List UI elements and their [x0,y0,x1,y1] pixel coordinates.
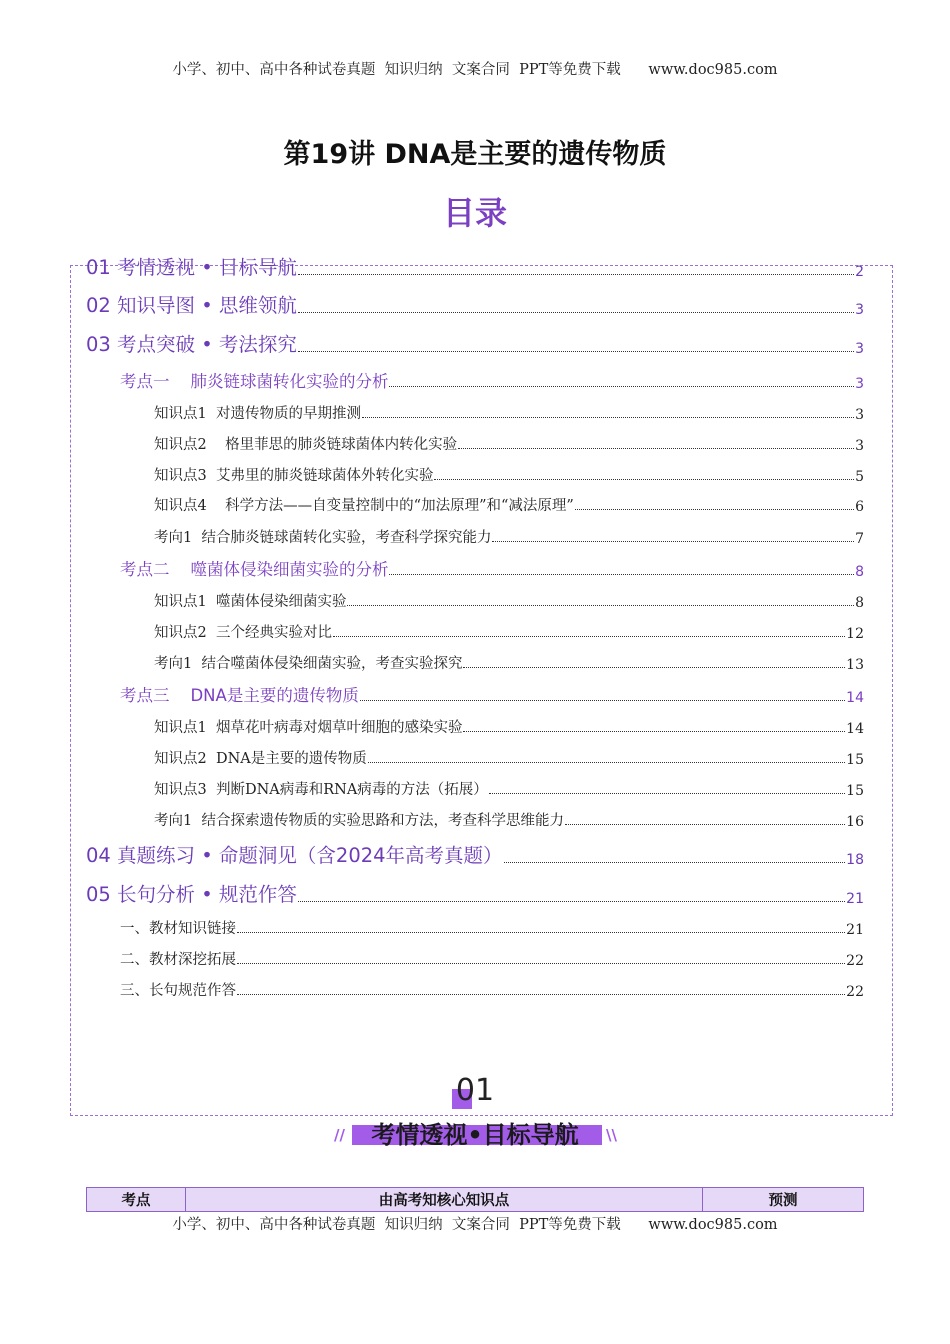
toc-entry-02[interactable]: 02 知识导图 • 思维领航 3 [86,294,864,318]
toc-entry-04[interactable]: 04 真题练习 • 命题洞见（含2024年高考真题） 18 [86,844,864,868]
section-number: 01 [455,1073,495,1108]
toc-entry-zhishidian[interactable]: 知识点3 艾弗里的肺炎链球菌体外转化实验 5 [154,468,864,485]
table-header-kaodian: 考点 [87,1188,186,1211]
toc-entry-sub[interactable]: 三、长句规范作答 22 [120,983,864,1000]
toc-entry-zhishidian[interactable]: 知识点2 三个经典实验对比 12 [154,625,864,642]
section-title: 考情透视•目标导航 [371,1121,579,1149]
table-header-knowledge: 由高考知核心知识点 [186,1188,703,1211]
toc-entry-zhishidian[interactable]: 知识点2 格里菲思的肺炎链球菌体内转化实验 3 [154,437,864,454]
toc-entry-kaoxiang[interactable]: 考向1 结合探索遗传物质的实验思路和方法，考查科学思维能力 16 [154,813,864,830]
toc-entry-zhishidian[interactable]: 知识点2 DNA是主要的遗传物质 15 [154,751,864,768]
toc-entry-01[interactable]: 01 考情透视 • 目标导航 2 [86,256,864,280]
page-footer: 小学、初中、高中各种试卷真题 知识归纳 文案合同 PPT等免费下载 www.doc985.com [172,1217,778,1233]
toc-entry-zhishidian[interactable]: 知识点4 科学方法——自变量控制中的“加法原理”和“减法原理” 6 [154,498,864,515]
toc-entry-zhishidian[interactable]: 知识点1 烟草花叶病毒对烟草叶细胞的感染实验 14 [154,720,864,737]
toc-entry-zhishidian[interactable]: 知识点1 噬菌体侵染细菌实验 8 [154,594,864,611]
page-header: 小学、初中、高中各种试卷真题 知识归纳 文案合同 PPT等免费下载 www.doc985.com [172,62,778,78]
toc-entry-kaoxiang[interactable]: 考向1 结合肺炎链球菌转化实验，考查科学探究能力 7 [154,530,864,547]
table-header-prediction: 预测 [768,1193,798,1209]
toc-entry-kaodian-1[interactable]: 考点一 肺炎链球菌转化实验的分析 3 [120,372,864,392]
toc-entry-03[interactable]: 03 考点突破 • 考法探究 3 [86,333,864,357]
toc-entry-kaoxiang[interactable]: 考向1 结合噬菌体侵染细菌实验，考查实验探究 13 [154,656,864,673]
banner-right-deco: \\ [606,1126,617,1144]
toc-heading: 目录 [442,194,507,232]
exam-table-header [86,1187,864,1212]
toc-entry-sub[interactable]: 一、教材知识链接 21 [120,921,864,938]
toc-entry-05[interactable]: 05 长句分析 • 规范作答 21 [86,883,864,907]
toc-entry-zhishidian[interactable]: 知识点3 判断DNA病毒和RNA病毒的方法（拓展） 15 [154,782,864,799]
toc-entry-kaodian-3[interactable]: 考点三 DNA是主要的遗传物质 14 [120,686,864,706]
document-title: 第19讲 DNA是主要的遗传物质 [283,139,667,170]
toc-entry-zhishidian[interactable]: 知识点1 对遗传物质的早期推测 3 [154,406,864,423]
banner-left-deco: // [334,1126,345,1144]
toc-entry-kaodian-2[interactable]: 考点二 噬菌体侵染细菌实验的分析 8 [120,560,864,580]
toc-entry-sub[interactable]: 二、教材深挖拓展 22 [120,952,864,969]
